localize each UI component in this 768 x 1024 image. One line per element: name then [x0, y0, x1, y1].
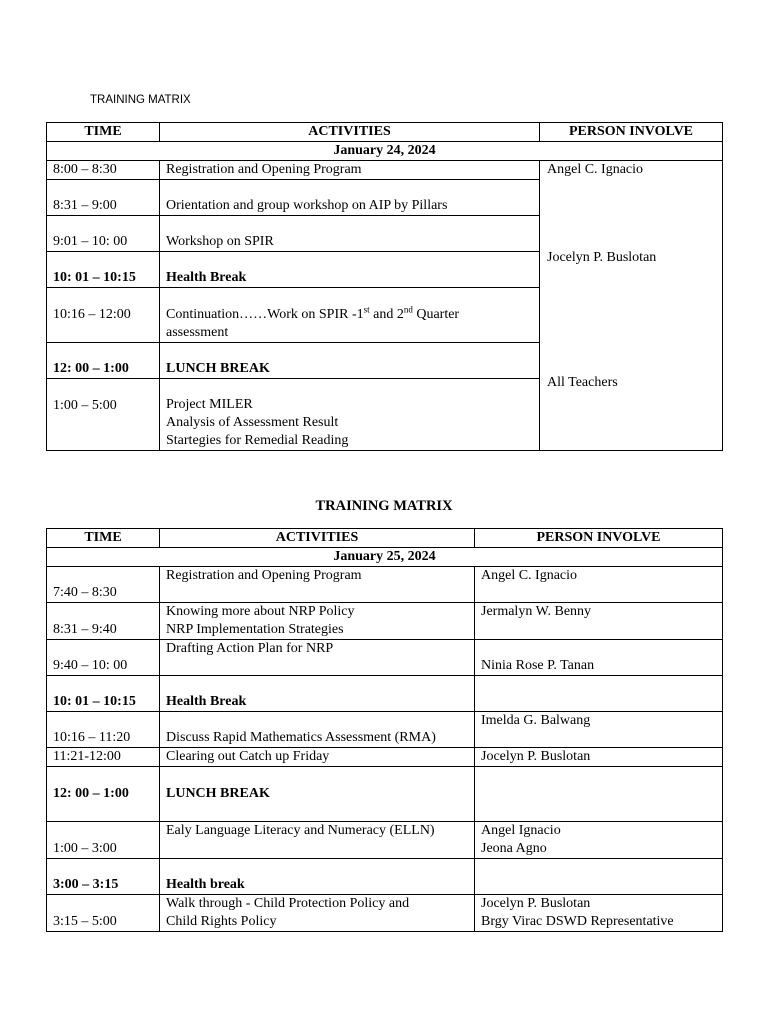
activity-cell: Workshop on SPIR [160, 216, 540, 252]
table-row [47, 567, 723, 603]
activity-cell: Registration and Opening Program [160, 161, 540, 180]
time-cell: 11:21-12:00 [47, 748, 160, 767]
time-cell: 9:40 – 10: 00 [47, 640, 160, 676]
header-activities: ACTIVITIES [160, 123, 540, 142]
person-cell [475, 748, 723, 767]
person-line: Angel C. Ignacio [481, 568, 578, 583]
time-cell: 8:00 – 8:30 [47, 161, 160, 180]
activity-line: NRP Implementation Strategies [166, 622, 344, 637]
activity-line: Registration and Opening Program [166, 568, 362, 583]
person-cell [475, 603, 723, 640]
activity-line: Knowing more about NRP Policy [166, 604, 355, 619]
activity-line: Drafting Action Plan for NRP [166, 641, 334, 656]
person-cell [475, 895, 723, 932]
ordinal-suffix: nd [403, 304, 413, 315]
activity-cell [160, 640, 475, 676]
activity-cell: Orientation and group workshop on AIP by Pillars [160, 180, 540, 216]
activity-line: Health Break [166, 694, 247, 709]
person-line: Jermalyn W. Benny [481, 604, 592, 619]
time-cell: 1:00 – 3:00 [47, 822, 160, 859]
table-row [47, 895, 723, 932]
time-cell: 3:15 – 5:00 [47, 895, 160, 932]
table-row [47, 640, 723, 676]
header-time: TIME [47, 529, 160, 548]
table-row [47, 676, 723, 712]
activity-line: Startegies for Remedial Reading [166, 433, 349, 448]
table-row [47, 748, 723, 767]
activity-line: Discuss Rapid Mathematics Assessment (RMA) [166, 730, 436, 745]
activity-line: Child Rights Policy [166, 914, 277, 929]
header-person-involve: PERSON INVOLVE [475, 529, 723, 548]
table-row [47, 712, 723, 748]
time-cell: 10:16 – 11:20 [47, 712, 160, 748]
activity-text: and 2 [369, 307, 404, 322]
activity-cell [160, 567, 475, 603]
person-cell [475, 859, 723, 895]
table-row [47, 822, 723, 859]
time-cell: 10: 01 – 10:15 [47, 676, 160, 712]
ordinal-suffix: st [363, 304, 370, 315]
person-cell [475, 640, 723, 676]
person-jocelyn: Jocelyn P. Buslotan [547, 250, 657, 265]
person-line: Angel Ignacio [481, 823, 561, 838]
time-cell: 10: 01 – 10:15 [47, 252, 160, 288]
activity-line: Analysis of Assessment Result [166, 415, 339, 430]
time-cell: 8:31 – 9:40 [47, 603, 160, 640]
date-row: January 24, 2024 [47, 142, 723, 161]
training-matrix-table-2 [46, 528, 723, 932]
matrix-title-2: TRAINING MATRIX [315, 498, 453, 514]
person-cell [475, 767, 723, 822]
person-cell [475, 676, 723, 712]
activity-cell [160, 767, 475, 822]
training-matrix-table-1 [46, 122, 723, 451]
person-all-teachers: All Teachers [547, 375, 618, 390]
person-column [540, 161, 723, 451]
activity-cell [160, 603, 475, 640]
date-row: January 25, 2024 [47, 548, 723, 567]
header-time: TIME [47, 123, 160, 142]
person-line: Jeona Agno [481, 841, 547, 856]
activity-line: Clearing out Catch up Friday [166, 749, 330, 764]
activity-cell: Health Break [160, 252, 540, 288]
activity-cell [160, 748, 475, 767]
activity-cell [160, 712, 475, 748]
person-cell [475, 567, 723, 603]
activity-line: Project MILER [166, 397, 253, 412]
activity-cell [160, 895, 475, 932]
time-cell: 10:16 – 12:00 [47, 288, 160, 343]
time-cell: 3:00 – 3:15 [47, 859, 160, 895]
header-person-involve: PERSON INVOLVE [540, 123, 723, 142]
activity-text: Quarter [412, 307, 460, 322]
activity-cell [160, 288, 540, 343]
table-row [47, 859, 723, 895]
time-cell: 12: 00 – 1:00 [47, 343, 160, 379]
activity-line: LUNCH BREAK [166, 786, 270, 801]
activity-cell: LUNCH BREAK [160, 343, 540, 379]
activity-cell [160, 822, 475, 859]
time-cell: 8:31 – 9:00 [47, 180, 160, 216]
activity-cell [160, 379, 540, 451]
activity-cell [160, 676, 475, 712]
activity-line: Health break [166, 877, 245, 892]
time-cell: 1:00 – 5:00 [47, 379, 160, 451]
activity-line: Walk through - Child Protection Policy and [166, 896, 410, 911]
activity-text: assessment [166, 325, 229, 340]
person-line: Brgy Virac DSWD Representative [481, 914, 674, 929]
activity-cell [160, 859, 475, 895]
person-line: Jocelyn P. Buslotan [481, 749, 591, 764]
person-angel: Angel C. Ignacio [547, 162, 644, 177]
header-activities: ACTIVITIES [160, 529, 475, 548]
matrix-title-1: TRAINING MATRIX [90, 94, 191, 106]
person-cell [475, 712, 723, 748]
activity-line: Ealy Language Literacy and Numeracy (ELLN) [166, 823, 435, 838]
person-line: Imelda G. Balwang [481, 713, 591, 728]
table-row [47, 603, 723, 640]
activity-text: Continuation……Work on SPIR -1 [166, 307, 364, 322]
person-line: Ninia Rose P. Tanan [481, 658, 595, 673]
time-cell: 9:01 – 10: 00 [47, 216, 160, 252]
time-cell: 12: 00 – 1:00 [47, 767, 160, 822]
time-cell: 7:40 – 8:30 [47, 567, 160, 603]
person-line: Jocelyn P. Buslotan [481, 896, 591, 911]
table-row [47, 767, 723, 822]
person-cell [475, 822, 723, 859]
